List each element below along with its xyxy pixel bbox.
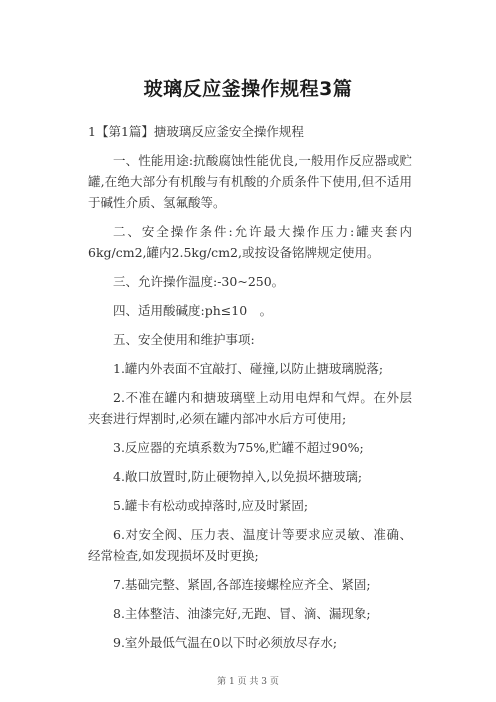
list-item: 2.不准在罐内和搪玻璃壁上动用电焊和气焊。在外层夹套进行焊割时,必须在罐内部冲水后方可使用; — [88, 390, 412, 426]
paragraph-safety-heading: 五、安全使用和维护事项: — [113, 332, 255, 347]
document-body — [88, 121, 425, 653]
paragraph-operating-conditions: 二、安全操作条件:允许最大操作压力:罐夹套内 6kg/cm2,罐内2.5kg/cm2,或按设备铭牌规定使用。 — [88, 224, 425, 260]
list-item: 9.室外最低气温在0以下时必须放尽存水; — [113, 635, 338, 650]
list-item: 4.敞口放置时,防止硬物掉入,以免损坏搪玻璃; — [113, 469, 363, 484]
list-item: 5.罐卡有松动或掉落时,应及时紧固; — [113, 498, 309, 513]
list-item: 1.罐内外表面不宜敲打、碰撞,以防止搪玻璃脱落; — [113, 361, 384, 376]
section-heading: 1【第1篇】搪玻璃反应釜安全操作规程 — [88, 124, 304, 139]
page-indicator: 第 1 页 共 3 页 — [217, 677, 279, 687]
list-item: 3.反应器的充填系数为75%,贮罐不超过90%; — [113, 440, 364, 455]
paragraph-ph: 四、适用酸碱度:ph≤10 。 — [113, 303, 273, 318]
paragraph-performance: 一、性能用途:抗酸腐蚀性能优良,一般用作反应器或贮罐,在绝大部分有机酸与有机酸的介质条件下使用,但不适用于碱性介质、氢氟酸等。 — [88, 153, 412, 210]
paragraph-temperature: 三、允许操作温度:-30~250。 — [113, 274, 285, 289]
list-item: 6.对安全阀、压力表、温度计等要求应灵敏、准确、经常检查,如发现损坏及时更换; — [88, 527, 412, 563]
list-item: 7.基础完整、紧固,各部连接螺栓应齐全、紧固; — [113, 577, 371, 592]
document-title: 玻璃反应釜操作规程3篇 — [143, 78, 353, 100]
list-item: 8.主体整洁、油漆完好,无跑、冒、滴、漏现象; — [113, 606, 371, 621]
